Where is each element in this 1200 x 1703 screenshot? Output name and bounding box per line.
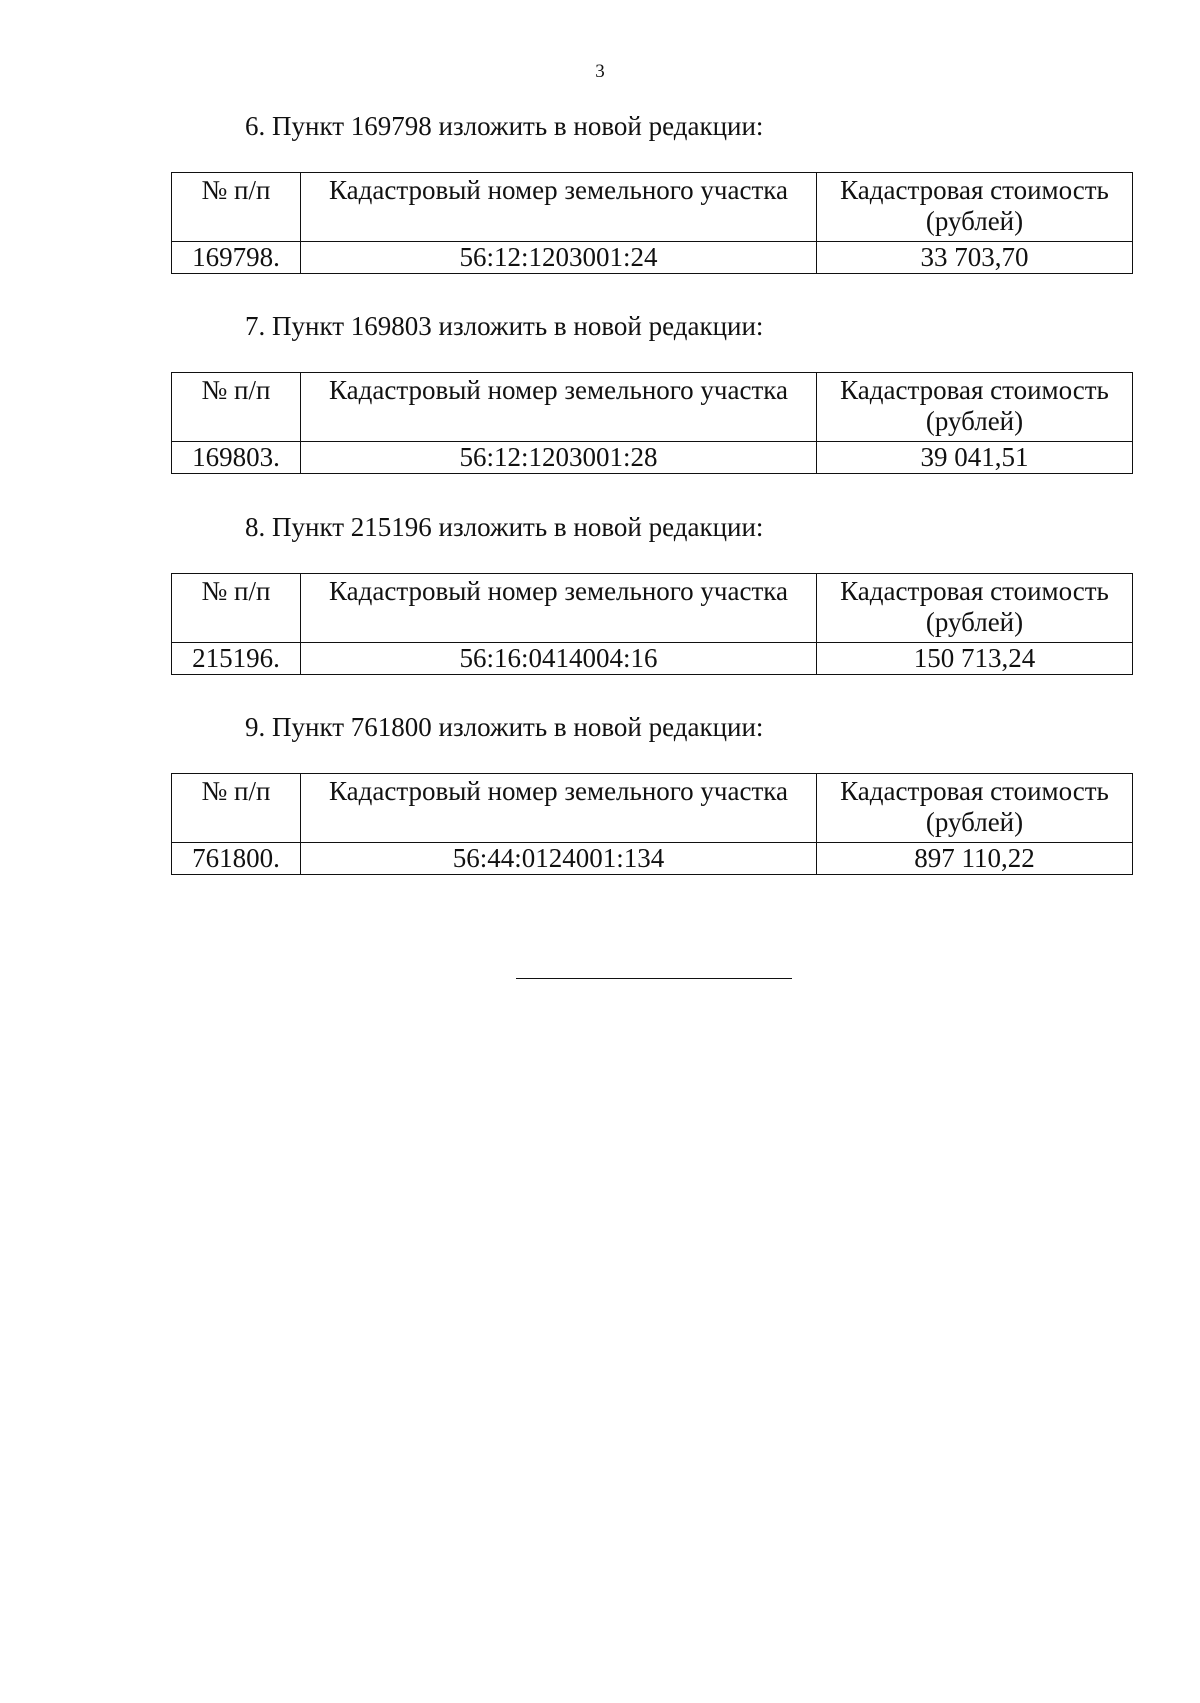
header-num: № п/п <box>172 373 301 442</box>
table-header-row <box>172 173 1133 242</box>
table-header-row <box>172 774 1133 843</box>
table-row <box>172 843 1133 875</box>
table-row <box>172 242 1133 274</box>
cadastral-table <box>171 773 1133 875</box>
header-cadastral-number: Кадастровый номер земельного участка <box>301 574 817 643</box>
page-number: 3 <box>595 61 605 82</box>
table-header-row <box>172 574 1133 643</box>
header-cadastral-number: Кадастровый номер земельного участка <box>301 373 817 442</box>
header-num: № п/п <box>172 173 301 242</box>
header-cadastral-cost: Кадастровая стоимость (рублей) <box>817 574 1133 643</box>
header-cadastral-cost: Кадастровая стоимость (рублей) <box>817 373 1133 442</box>
section-heading: 9. Пункт 761800 изложить в новой редакции: <box>245 712 764 742</box>
header-cadastral-number: Кадастровый номер земельного участка <box>301 173 817 242</box>
section-heading: 8. Пункт 215196 изложить в новой редакции: <box>245 512 764 542</box>
table-header-row <box>172 373 1133 442</box>
cell-cadastral-cost: 897 110,22 <box>817 843 1133 875</box>
cell-num: 169803. <box>172 442 301 474</box>
cell-cadastral-number: 56:12:1203001:24 <box>301 242 817 274</box>
cell-cadastral-number: 56:44:0124001:134 <box>301 843 817 875</box>
section-heading: 6. Пункт 169798 изложить в новой редакции: <box>245 111 764 141</box>
cadastral-table <box>171 372 1133 474</box>
cell-num: 169798. <box>172 242 301 274</box>
header-num: № п/п <box>172 774 301 843</box>
table-row <box>172 442 1133 474</box>
cadastral-table <box>171 172 1133 274</box>
cell-num: 215196. <box>172 643 301 675</box>
section-heading: 7. Пункт 169803 изложить в новой редакции: <box>245 311 764 341</box>
cell-cadastral-cost: 39 041,51 <box>817 442 1133 474</box>
header-cadastral-cost: Кадастровая стоимость (рублей) <box>817 774 1133 843</box>
table-row <box>172 643 1133 675</box>
cell-cadastral-number: 56:12:1203001:28 <box>301 442 817 474</box>
header-cadastral-number: Кадастровый номер земельного участка <box>301 774 817 843</box>
cadastral-table <box>171 573 1133 675</box>
cell-num: 761800. <box>172 843 301 875</box>
cell-cadastral-cost: 150 713,24 <box>817 643 1133 675</box>
cell-cadastral-number: 56:16:0414004:16 <box>301 643 817 675</box>
header-num: № п/п <box>172 574 301 643</box>
header-cadastral-cost: Кадастровая стоимость (рублей) <box>817 173 1133 242</box>
cell-cadastral-cost: 33 703,70 <box>817 242 1133 274</box>
closing-rule <box>516 978 792 979</box>
